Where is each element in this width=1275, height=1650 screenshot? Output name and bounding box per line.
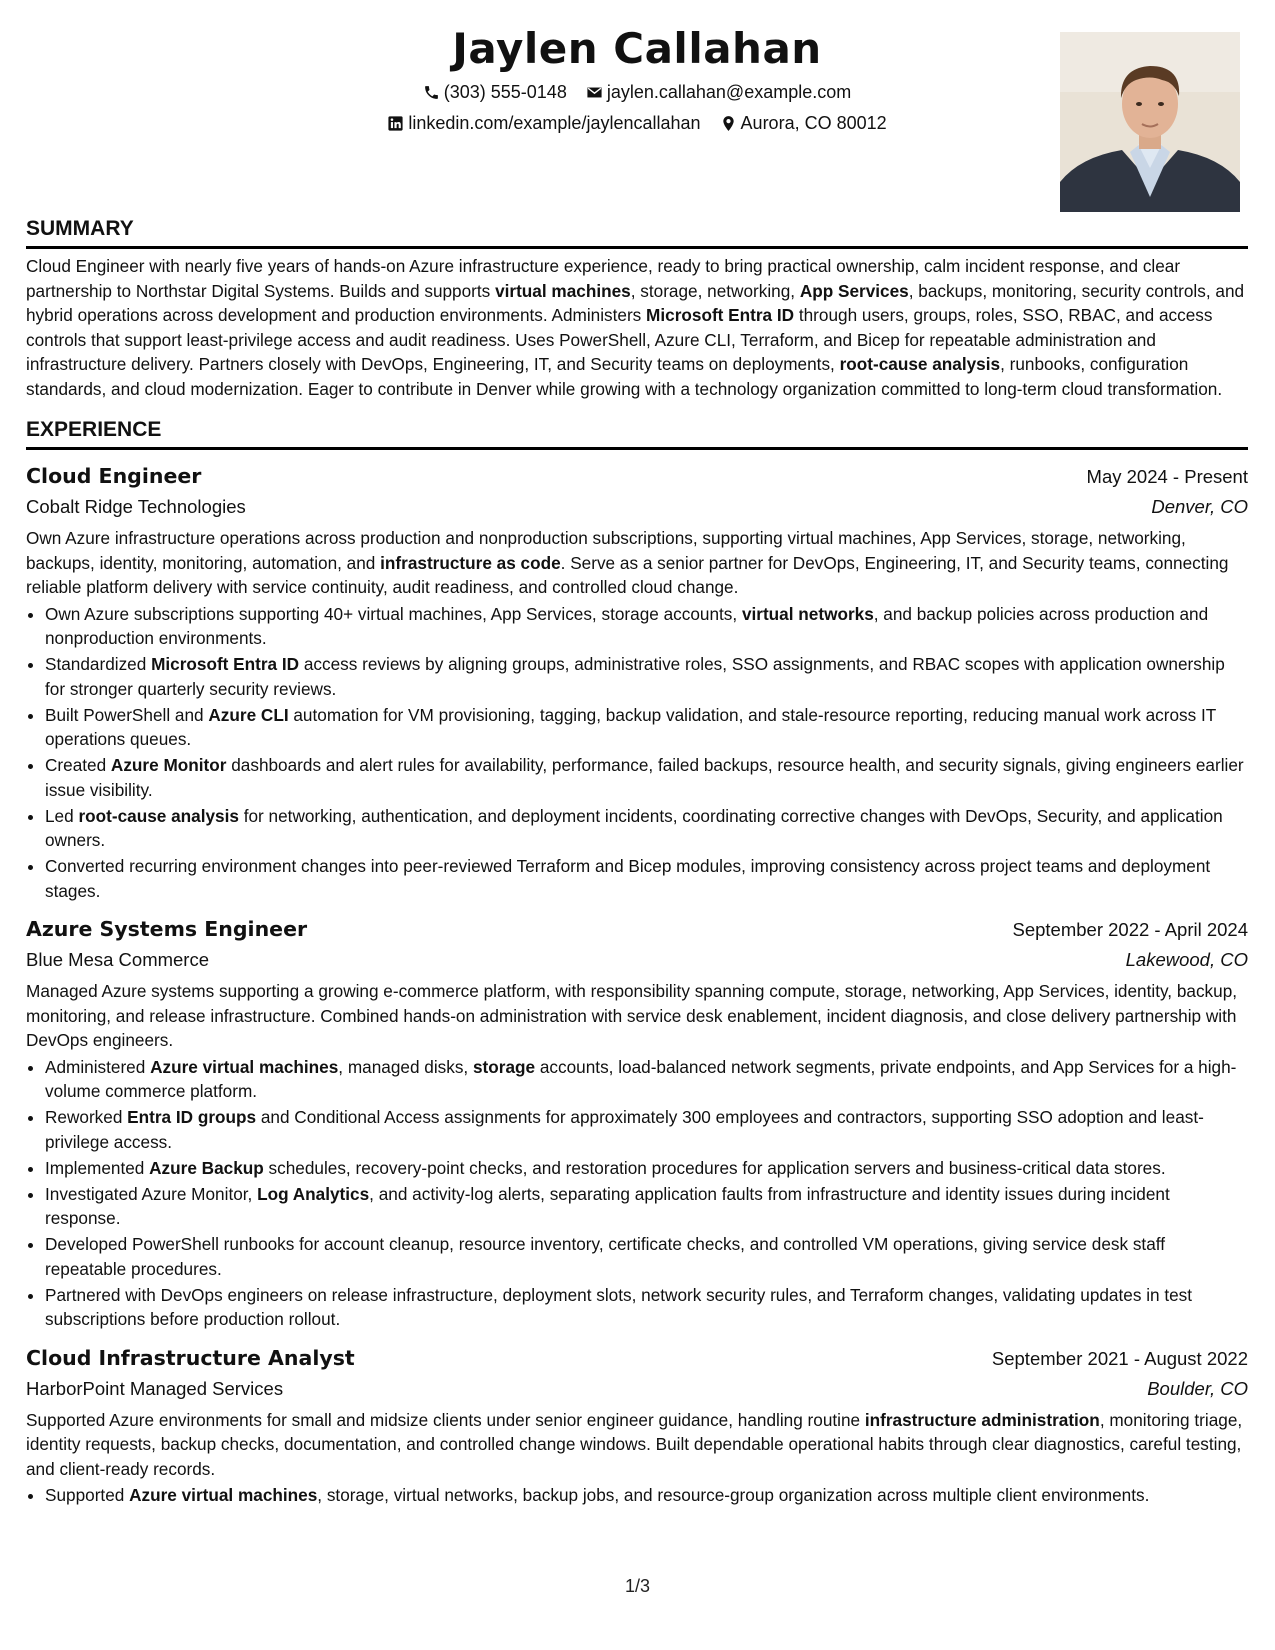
bullet-item: [45, 1156, 1248, 1181]
text-run: , monitoring triage, identity requests, backup checks, documentation, and controlled change windows. Built dependable operational habits through clear diagnostics, careful testing, and client-ready records.: [26, 1409, 1243, 1479]
job-title: Cloud Infrastructure Analyst: [26, 1345, 355, 1370]
summary-heading: SUMMARY: [26, 214, 1248, 249]
text-run: Administered: [45, 1056, 151, 1077]
page-number: 1/3: [624, 1576, 651, 1596]
bullet-item: [45, 1283, 1248, 1332]
job-location: Boulder, CO: [1147, 1377, 1248, 1399]
bold-keyword: virtual networks: [741, 603, 874, 624]
bold-keyword: Azure Backup: [149, 1157, 264, 1178]
text-run: , backups, monitoring, security controls, and hybrid operations across development and production environments. Administers: [26, 280, 1245, 325]
job-bullets: [26, 1055, 1248, 1332]
text-run: for networking, authentication, and deployment incidents, coordinating corrective changes with DevOps, Security, and application owners.: [45, 805, 1223, 850]
bold-keyword: virtual machines: [495, 280, 631, 301]
company-name: Blue Mesa Commerce: [26, 949, 210, 970]
email-address[interactable]: jaylen.callahan@example.com: [606, 82, 852, 102]
bold-keyword: App Services: [799, 280, 909, 301]
text-run: Led: [45, 805, 79, 826]
location-contact: [720, 111, 887, 135]
text-run: schedules, recovery-point checks, and restoration procedures for application servers and business-critical data stores.: [263, 1157, 1166, 1178]
text-run: access reviews by aligning groups, administrative roles, SSO assignments, and RBAC scopes with application ownership for stronger quarterly security reviews.: [45, 654, 1225, 699]
resume-page: [26, 22, 1248, 1509]
bold-keyword: Azure virtual machines: [150, 1056, 339, 1077]
text-run: Developed PowerShell runbooks for account cleanup, resource inventory, certificate checks, and controlled VM operations, giving service desk staff repeatable procedures.: [45, 1234, 1166, 1279]
bold-keyword: infrastructure administration: [864, 1409, 1100, 1430]
bold-keyword: storage: [473, 1056, 536, 1077]
bold-keyword: Entra ID groups: [127, 1107, 257, 1127]
job-entry: [26, 1342, 1248, 1508]
text-run: through users, groups, roles, SSO, RBAC, and access controls that support least-privilege access and audit readiness. Uses PowerShell, Azure CLI, Terraform, and Bicep for repeatable administration and infrastructure delivery. Partners closely with DevOps, Engineering, IT, and Security teams on deployments,: [26, 305, 1213, 374]
bullet-item: [45, 1232, 1248, 1281]
linkedin-contact[interactable]: [387, 111, 700, 135]
bullet-item: [45, 854, 1248, 903]
text-run: , runbooks, configuration standards, and cloud modernization. Eager to contribute in Denver while growing with a technology organization committed to long-term cloud transformation.: [26, 354, 1223, 399]
phone-number: (303) 555-0148: [443, 82, 567, 102]
job-bullets: [26, 602, 1248, 904]
summary-text: [26, 254, 1248, 401]
text-run: Partnered with DevOps engineers on release infrastructure, deployment slots, network security rules, and Terraform changes, validating updates in test subscriptions before production rollout.: [45, 1284, 1193, 1329]
text-run: Created: [45, 755, 111, 775]
bullet-item: [45, 602, 1248, 651]
bold-keyword: infrastructure as code: [380, 552, 561, 573]
text-run: and Conditional Access assignments for approximately 300 employees and contractors, supporting SSO adoption and least-privilege access.: [45, 1107, 1204, 1152]
experience-section: [26, 415, 1248, 1508]
candidate-name: Jaylen Callahan: [452, 24, 822, 73]
resume-header: [26, 22, 1248, 212]
phone-contact: [423, 80, 567, 104]
text-run: , managed disks,: [338, 1056, 473, 1077]
text-run: Supported Azure environments for small and midsize clients under senior engineer guidance, handling routine: [26, 1409, 865, 1430]
text-run: Standardized: [45, 654, 152, 674]
text-run: , storage, virtual networks, backup jobs, and resource-group organization across multiple client environments.: [317, 1485, 1150, 1505]
bullet-item: [45, 1182, 1248, 1231]
job-bullets: [26, 1483, 1248, 1508]
experience-heading: EXPERIENCE: [26, 415, 1248, 450]
job-dates: May 2024 - Present: [1086, 466, 1248, 487]
text-run: , and backup policies across production and nonproduction environments.: [45, 603, 1209, 648]
job-entry: [26, 460, 1248, 903]
text-run: , storage, networking,: [630, 280, 800, 301]
job-title: Azure Systems Engineer: [26, 917, 308, 941]
job-location: Denver, CO: [1151, 496, 1248, 517]
bold-keyword: Azure Monitor: [110, 755, 227, 775]
map-pin-icon: [720, 115, 737, 132]
bold-keyword: root-cause analysis: [78, 805, 239, 826]
linkedin-url[interactable]: linkedin.com/example/jaylencallahan: [408, 113, 701, 133]
summary-section: [26, 214, 1248, 401]
text-run: Built PowerShell and: [45, 704, 209, 725]
job-description: [26, 1408, 1248, 1482]
text-run: Managed Azure systems supporting a growing e-commerce platform, with responsibility spanning compute, storage, networking, App Services, identity, backup, monitoring, and release infrastructure. Combined hands-on administration with service desk enablement, incident diagnosis, and close delivery partnership with DevOps engineers.: [26, 981, 1238, 1050]
text-run: Converted recurring environment changes into peer-reviewed Terraform and Bicep modules, improving consistency across project teams and deployment stages.: [45, 856, 1211, 901]
bold-keyword: root-cause analysis: [839, 354, 1001, 374]
bold-keyword: Azure virtual machines: [129, 1485, 318, 1505]
bullet-item: [45, 1105, 1248, 1154]
home-location: Aurora, CO 80012: [740, 113, 887, 133]
bullet-item: [45, 1483, 1248, 1508]
job-description: [26, 979, 1248, 1053]
job-location: Lakewood, CO: [1125, 949, 1248, 970]
phone-icon: [423, 84, 440, 101]
text-run: automation for VM provisioning, tagging, backup validation, and stale-resource reporting, reducing manual work across IT operations queues.: [45, 704, 1216, 749]
job-title: Cloud Engineer: [26, 464, 202, 488]
text-run: dashboards and alert rules for availability, performance, failed backups, resource health, and security signals, giving engineers earlier issue visibility.: [45, 755, 1244, 800]
bold-keyword: Log Analytics: [257, 1183, 370, 1204]
text-run: Investigated Azure Monitor,: [45, 1183, 258, 1204]
text-run: , and activity-log alerts, separating application faults from infrastructure and identity issues during incident response.: [45, 1183, 1170, 1228]
job-description: [26, 526, 1248, 600]
job-entry: [26, 913, 1248, 1332]
bullet-item: [45, 1055, 1248, 1104]
company-name: Cobalt Ridge Technologies: [26, 496, 246, 517]
text-run: Reworked: [45, 1107, 128, 1127]
text-run: accounts, load-balanced network segments, private endpoints, and App Services for a high-volume commerce platform.: [45, 1056, 1237, 1101]
text-run: Supported: [45, 1485, 130, 1505]
job-dates: September 2022 - April 2024: [1012, 919, 1248, 940]
bullet-item: [45, 804, 1248, 853]
envelope-icon: [586, 84, 603, 101]
email-contact[interactable]: [586, 80, 851, 104]
text-run: . Serve as a senior partner for DevOps, Engineering, IT, and Security teams, connecting reliable platform delivery with service continuity, audit readiness, and controlled cloud change.: [26, 552, 1229, 597]
bullet-item: [45, 703, 1248, 752]
text-run: Cloud Engineer with nearly five years of hands-on Azure infrastructure experience, ready to bring practical ownership, calm incident response, and clear partnership to Northstar Digital Systems. Builds and supports: [26, 256, 1181, 301]
text-run: Implemented: [45, 1157, 150, 1178]
bold-keyword: Microsoft Entra ID: [646, 305, 795, 325]
job-dates: September 2021 - August 2022: [991, 1347, 1248, 1369]
linkedin-icon: [387, 115, 404, 132]
text-run: Own Azure subscriptions supporting 40+ virtual machines, App Services, storage accounts,: [45, 603, 742, 624]
company-name: HarborPoint Managed Services: [26, 1377, 284, 1399]
bold-keyword: Microsoft Entra ID: [151, 654, 300, 674]
bullet-item: [45, 652, 1248, 701]
bold-keyword: Azure CLI: [208, 704, 289, 725]
profile-photo: [1060, 32, 1240, 212]
text-run: Own Azure infrastructure operations across production and nonproduction subscriptions, supporting virtual machines, App Services, storage, networking, backups, identity, monitoring, automation, and: [26, 528, 1186, 573]
bullet-item: [45, 753, 1248, 802]
